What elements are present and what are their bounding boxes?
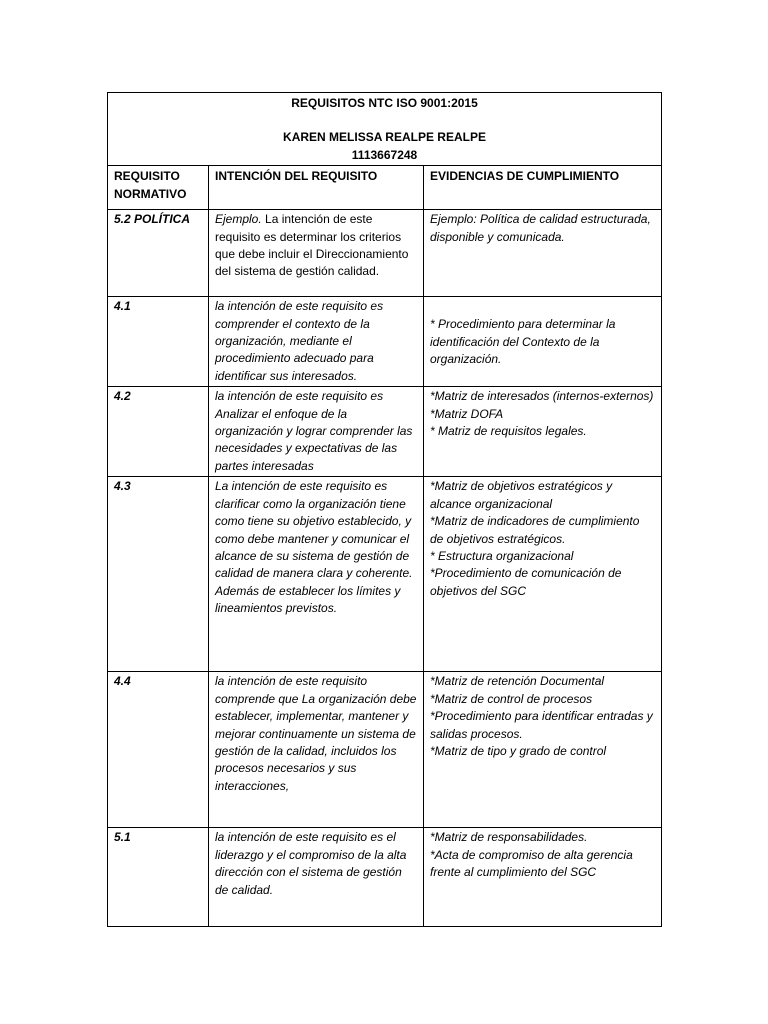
evidencia-item: *Matriz de responsabilidades. (430, 830, 588, 845)
table-row (108, 297, 662, 387)
evidencias-cell (424, 297, 662, 387)
intencion-text: La intención de este requisito es determinar los criterios que debe incluir el Direccionamiento del sistema de gestión calidad. (215, 212, 409, 279)
evidencia-item: *Matriz de indicadores de cumplimiento de objetivos estratégicos. (430, 514, 640, 546)
author-id: 1113667248 (351, 147, 418, 162)
evidencia-item: * Procedimiento para determinar la identificación del Contexto de la organización. (430, 317, 616, 367)
intencion-cell: la intención de este requisito es el liderazgo y el compromiso de la alta dirección con el sistema de gestión de calidad. (209, 828, 424, 927)
table-row (108, 828, 662, 927)
evidencia-item: *Matriz de interesados (internos-externos) (430, 389, 654, 404)
requisito-cell: 5.2 POLÍTICA (108, 210, 209, 297)
requisito-cell: 4.1 (108, 297, 209, 387)
document-header (108, 93, 662, 166)
author-name: KAREN MELISSA REALPE REALPE (283, 130, 486, 145)
evidencia-item: *Matriz de retención Documental (430, 674, 605, 689)
requisito-cell: 4.2 (108, 387, 209, 477)
requisito-cell: 4.3 (108, 477, 209, 672)
evidencia-item: *Acta de compromiso de alta gerencia frente al cumplimiento del SGC (430, 847, 633, 880)
column-header-evidencias: EVIDENCIAS DE CUMPLIMIENTO (424, 166, 662, 210)
evidencias-cell (424, 828, 662, 927)
table-row (108, 387, 662, 477)
intencion-cell (209, 210, 424, 297)
evidencia-item: *Procedimiento de comunicación de objetivos del SGC (430, 566, 622, 598)
evidencia-item: *Matriz de tipo y grado de control (430, 743, 607, 758)
evidencias-cell (424, 477, 662, 672)
table-row (108, 210, 662, 297)
requisito-cell: 5.1 (108, 828, 209, 927)
evidencia-item: *Matriz DOFA (430, 406, 504, 421)
evidencia-item: * Matriz de requisitos legales. (430, 424, 587, 439)
column-header-intencion: INTENCIÓN DEL REQUISITO (209, 166, 424, 210)
intencion-cell: La intención de este requisito es clarificar como la organización tiene como tiene su objetivo establecido, y como debe mantener y comunicar el alcance de su sistema de gestión de calidad de manera clara y coherente. Además de establecer los límites y lineamientos previstos. (209, 477, 424, 672)
evidencia-item: *Procedimiento para identificar entradas y salidas procesos. (430, 709, 653, 741)
column-header-requisito: REQUISITO NORMATIVO (108, 166, 209, 210)
intencion-prefix: Ejemplo. (215, 212, 262, 227)
header-row (108, 93, 662, 166)
evidencias-cell (424, 210, 662, 297)
evidencia-item: Ejemplo: Política de calidad estructurada, disponible y comunicada. (430, 212, 651, 244)
requisito-cell: 4.4 (108, 672, 209, 828)
intencion-cell: la intención de este requisito es Analizar el enfoque de la organización y lograr comprender las necesidades y expectativas de las partes interesadas (209, 387, 424, 477)
column-header-row (108, 166, 662, 210)
intencion-cell: la intención de este requisito es comprender el contexto de la organización, mediante el procedimiento adecuado para identificar sus interesados. (209, 297, 424, 387)
evidencias-cell (424, 672, 662, 828)
evidencia-item: *Matriz de objetivos estratégicos y alcance organizacional (430, 479, 613, 511)
table-row (108, 672, 662, 828)
evidencia-item: * Estructura organizacional (430, 548, 574, 563)
intencion-cell: la intención de este requisito comprende que La organización debe establecer, implementar, mantener y mejorar continuamente un sistema de gestión de la calidad, incluidos los procesos necesarios y sus interacciones, (209, 672, 424, 828)
evidencia-item: *Matriz de control de procesos (430, 691, 593, 706)
table-row (108, 477, 662, 672)
evidencias-cell (424, 387, 662, 477)
document-title: REQUISITOS NTC ISO 9001:2015 (291, 96, 478, 110)
requirements-table (107, 92, 662, 927)
